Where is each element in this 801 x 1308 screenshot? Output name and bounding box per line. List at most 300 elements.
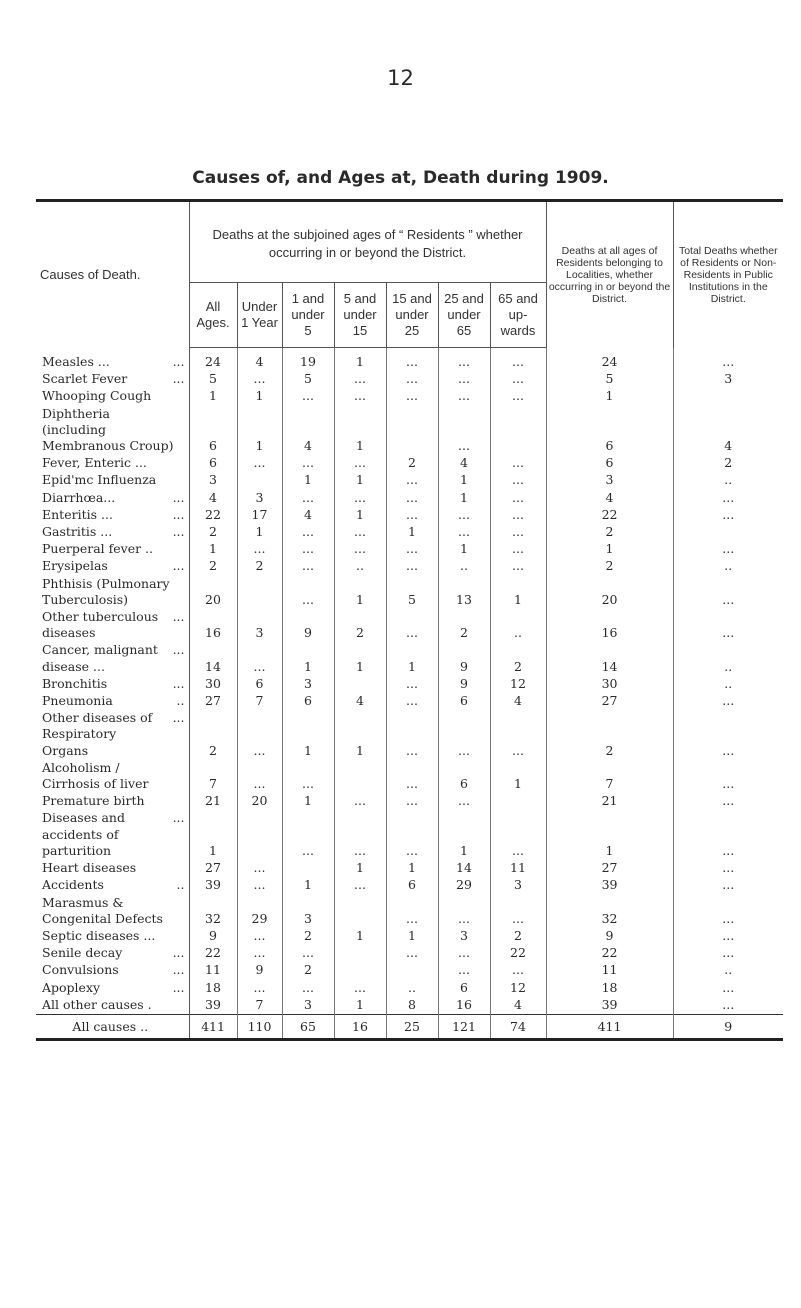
cause-cell	[36, 348, 189, 372]
value-cell: 3	[546, 472, 673, 489]
value-cell: 4	[724, 438, 733, 454]
value-cell: ...	[722, 996, 735, 1012]
value-cell: ...	[386, 348, 438, 372]
value-cell: ...	[722, 979, 735, 995]
table-row	[36, 877, 783, 894]
value-cell: ...	[334, 455, 386, 472]
value-cell	[237, 576, 282, 609]
table-row	[36, 676, 783, 693]
value-cell: 3	[237, 490, 282, 507]
value-cell: 7	[189, 760, 237, 793]
cause-leader-dots: ...	[172, 979, 185, 995]
value-cell: 6	[546, 406, 673, 456]
value-cell: ...	[722, 776, 735, 792]
cause-label: Erysipelas	[42, 558, 108, 574]
cause-cell	[36, 371, 189, 388]
value-cell: 1	[334, 507, 386, 524]
table-row	[36, 760, 783, 793]
age-column-header: 65 and up- wards	[490, 283, 546, 348]
value-cell: 4	[334, 693, 386, 710]
value-cell: ...	[334, 524, 386, 541]
causes-header: Causes of Death.	[36, 201, 189, 348]
cause-leader-dots	[177, 472, 185, 488]
total-value-cell: 74	[490, 1014, 546, 1039]
value-cell: 21	[546, 793, 673, 810]
cause-leader-dots	[177, 793, 185, 809]
value-cell: 1	[438, 541, 490, 558]
value-cell	[673, 388, 783, 405]
value-cell: 1	[386, 860, 438, 877]
value-cell: ...	[237, 928, 282, 945]
table-row	[36, 928, 783, 945]
value-cell: 22	[546, 507, 673, 524]
total-value-cell: 110	[237, 1014, 282, 1039]
cause-cell	[36, 472, 189, 489]
value-cell: ...	[282, 980, 334, 997]
cause-leader-dots	[177, 576, 185, 608]
value-cell: ...	[722, 591, 735, 607]
value-cell	[237, 472, 282, 489]
value-cell: 14	[438, 860, 490, 877]
total-row	[36, 1014, 783, 1039]
table-row	[36, 507, 783, 524]
value-cell: 24	[189, 348, 237, 372]
cause-leader-dots: ...	[172, 506, 185, 522]
value-cell: 1	[386, 928, 438, 945]
value-cell: 24	[546, 348, 673, 372]
data-table	[36, 199, 783, 1041]
value-cell: 2	[282, 962, 334, 979]
value-cell: ...	[722, 489, 735, 505]
value-cell: ...	[237, 860, 282, 877]
cause-cell	[36, 676, 189, 693]
cause-cell	[36, 928, 189, 945]
value-cell: 1	[237, 388, 282, 405]
value-cell: 3	[724, 371, 733, 387]
value-cell: ..	[724, 962, 733, 978]
cause-leader-dots: ...	[172, 371, 185, 387]
value-cell: ...	[490, 490, 546, 507]
total-label: All causes ..	[36, 1014, 189, 1039]
cause-leader-dots: ..	[176, 877, 185, 893]
value-cell: ...	[386, 793, 438, 810]
table-row	[36, 980, 783, 997]
value-cell: 39	[546, 997, 673, 1015]
table-row	[36, 472, 783, 489]
value-cell: ...	[490, 388, 546, 405]
value-cell: 16	[546, 609, 673, 642]
value-cell: 1	[438, 490, 490, 507]
cause-label: Diarrhœa...	[42, 489, 116, 505]
value-cell: ...	[386, 810, 438, 860]
value-cell: 1	[546, 388, 673, 405]
value-cell: ...	[237, 877, 282, 894]
cause-cell	[36, 760, 189, 793]
table-row	[36, 810, 783, 860]
value-cell: 2	[546, 524, 673, 541]
value-cell: ...	[282, 388, 334, 405]
value-cell: ...	[237, 980, 282, 997]
value-cell: 9	[438, 676, 490, 693]
value-cell: 9	[546, 928, 673, 945]
value-cell: ...	[722, 842, 735, 858]
cause-label: Bronchitis	[42, 675, 108, 691]
value-cell: 14	[189, 642, 237, 675]
cause-cell	[36, 576, 189, 609]
value-cell: 1	[282, 877, 334, 894]
value-cell: 2	[189, 558, 237, 575]
value-cell: 2	[490, 642, 546, 675]
value-cell	[386, 406, 438, 456]
table-row	[36, 945, 783, 962]
cause-leader-dots	[177, 760, 185, 792]
cause-label: Phthisis (Pulmonary Tuberculosis)	[42, 575, 170, 607]
cause-cell	[36, 541, 189, 558]
value-cell	[386, 962, 438, 979]
value-cell: 29	[237, 895, 282, 928]
value-cell: 27	[546, 693, 673, 710]
value-cell: 13	[438, 576, 490, 609]
cause-leader-dots: ...	[172, 489, 185, 505]
value-cell: 39	[546, 877, 673, 894]
value-cell: 1	[334, 860, 386, 877]
value-cell: 3	[282, 997, 334, 1015]
total-value-cell: 9	[673, 1014, 783, 1039]
value-cell: ...	[490, 541, 546, 558]
value-cell: ..	[490, 609, 546, 642]
value-cell: 30	[546, 676, 673, 693]
cause-label: Cancer, malignant disease ...	[42, 642, 158, 674]
value-cell: 4	[189, 490, 237, 507]
value-cell: 4	[546, 490, 673, 507]
value-cell: 6	[282, 693, 334, 710]
page-title: Causes of, and Ages at, Death during 1909.	[192, 168, 609, 188]
value-cell: 1	[438, 810, 490, 860]
value-cell: 1	[386, 642, 438, 675]
value-cell: 1	[490, 576, 546, 609]
value-cell: 1	[546, 810, 673, 860]
value-cell: 27	[189, 693, 237, 710]
cause-leader-dots: ...	[172, 945, 185, 961]
value-cell: 1	[334, 997, 386, 1015]
value-cell: 4	[282, 507, 334, 524]
cause-label: Pneumonia	[42, 693, 113, 709]
cause-cell	[36, 793, 189, 810]
value-cell: 20	[189, 576, 237, 609]
value-cell: 6	[438, 980, 490, 997]
value-cell: 22	[189, 945, 237, 962]
value-cell: 16	[189, 609, 237, 642]
value-cell: 1	[334, 472, 386, 489]
value-cell: 3	[189, 472, 237, 489]
value-cell: 1	[282, 642, 334, 675]
value-cell: 2	[546, 710, 673, 760]
value-cell: 12	[490, 676, 546, 693]
value-cell: 4	[438, 455, 490, 472]
value-cell: ...	[334, 371, 386, 388]
value-cell: ..	[724, 675, 733, 691]
value-cell: ...	[282, 524, 334, 541]
table-row	[36, 710, 783, 760]
value-cell: ...	[490, 810, 546, 860]
value-cell: 2	[282, 928, 334, 945]
value-cell: ...	[438, 507, 490, 524]
value-cell	[334, 962, 386, 979]
value-cell: 29	[438, 877, 490, 894]
value-cell: 3	[282, 676, 334, 693]
table-row	[36, 406, 783, 456]
value-cell: ...	[386, 490, 438, 507]
value-cell: ...	[282, 945, 334, 962]
value-cell: 1	[189, 541, 237, 558]
value-cell: 8	[386, 997, 438, 1015]
value-cell: ...	[722, 945, 735, 961]
value-cell: ...	[438, 406, 490, 456]
value-cell: 18	[189, 980, 237, 997]
age-column-header: 1 and under 5	[282, 283, 334, 348]
value-cell: 6	[386, 877, 438, 894]
value-cell: 2	[189, 710, 237, 760]
value-cell: 9	[438, 642, 490, 675]
value-cell: 4	[237, 348, 282, 372]
cause-label: Other tuberculous diseases	[42, 609, 159, 641]
value-cell: ...	[282, 490, 334, 507]
value-cell: ...	[490, 524, 546, 541]
value-cell: ...	[282, 455, 334, 472]
value-cell	[334, 895, 386, 928]
value-cell: ...	[722, 693, 735, 709]
value-cell: ...	[386, 541, 438, 558]
value-cell: ...	[438, 793, 490, 810]
value-cell: 1	[334, 710, 386, 760]
value-cell: ...	[237, 760, 282, 793]
value-cell: 1	[490, 760, 546, 793]
value-cell	[490, 406, 546, 456]
value-cell: 6	[546, 455, 673, 472]
cause-leader-dots	[177, 997, 185, 1013]
value-cell: ..	[334, 558, 386, 575]
value-cell: ...	[722, 742, 735, 758]
value-cell: ..	[386, 980, 438, 997]
cause-leader-dots	[177, 895, 185, 927]
value-cell	[490, 793, 546, 810]
value-cell: 6	[438, 693, 490, 710]
value-cell: 1	[546, 541, 673, 558]
value-cell: 5	[282, 371, 334, 388]
cause-label: Other diseases of Respiratory Organs	[42, 710, 153, 758]
value-cell: ...	[722, 860, 735, 876]
cause-cell	[36, 693, 189, 710]
value-cell: 27	[189, 860, 237, 877]
value-cell: ...	[282, 541, 334, 558]
table-row	[36, 997, 783, 1015]
cause-cell	[36, 980, 189, 997]
value-cell: ...	[334, 793, 386, 810]
cause-label: Gastritis ...	[42, 524, 113, 540]
value-cell: ...	[386, 558, 438, 575]
value-cell: 9	[189, 928, 237, 945]
cause-leader-dots	[177, 860, 185, 876]
cause-label: Marasmus & Congenital Defects	[42, 894, 163, 926]
cause-cell	[36, 558, 189, 575]
value-cell: 39	[189, 997, 237, 1015]
value-cell: 17	[237, 507, 282, 524]
value-cell: 19	[282, 348, 334, 372]
table-body	[36, 348, 783, 1040]
cause-cell	[36, 609, 189, 642]
cause-leader-dots: ...	[172, 558, 185, 574]
value-cell: 1	[386, 524, 438, 541]
value-cell: 11	[490, 860, 546, 877]
cause-cell	[36, 860, 189, 877]
cause-label: Heart diseases	[42, 860, 137, 876]
cause-leader-dots	[177, 455, 185, 471]
value-cell: 1	[438, 472, 490, 489]
value-cell: 18	[546, 980, 673, 997]
value-cell: ...	[438, 388, 490, 405]
total-value-cell: 411	[546, 1014, 673, 1039]
value-cell: ..	[438, 558, 490, 575]
value-cell: 2	[724, 455, 733, 471]
value-cell: 1	[334, 348, 386, 372]
cause-cell	[36, 895, 189, 928]
value-cell: ...	[386, 760, 438, 793]
cause-label: Puerperal fever ..	[42, 541, 154, 557]
table-header	[36, 201, 783, 348]
value-cell: 1	[189, 810, 237, 860]
value-cell: 7	[237, 693, 282, 710]
value-cell: ...	[438, 524, 490, 541]
value-cell: 32	[546, 895, 673, 928]
value-cell: ...	[722, 506, 735, 522]
cause-leader-dots	[177, 541, 185, 557]
cause-label: Enteritis ...	[42, 506, 113, 522]
value-cell: 1	[237, 406, 282, 456]
value-cell: ...	[490, 472, 546, 489]
cause-cell	[36, 388, 189, 405]
value-cell: ...	[334, 490, 386, 507]
cause-label: Septic diseases ...	[42, 927, 156, 943]
value-cell: ...	[722, 910, 735, 926]
residents-header: Deaths at all ages of Residents belonging to Localities, whether occurring in or beyond the District.	[546, 201, 673, 348]
value-cell: 7	[237, 997, 282, 1015]
table-row	[36, 388, 783, 405]
table-row	[36, 609, 783, 642]
value-cell: 21	[189, 793, 237, 810]
table-row	[36, 371, 783, 388]
cause-leader-dots	[177, 388, 185, 404]
value-cell: ...	[438, 895, 490, 928]
value-cell: ...	[490, 507, 546, 524]
value-cell: ...	[722, 877, 735, 893]
value-cell: ...	[237, 945, 282, 962]
value-cell: 22	[490, 945, 546, 962]
value-cell	[237, 810, 282, 860]
cause-cell	[36, 524, 189, 541]
cause-cell	[36, 406, 189, 456]
value-cell: 2	[189, 524, 237, 541]
cause-label: Premature birth	[42, 793, 145, 809]
cause-leader-dots: ...	[172, 810, 185, 826]
value-cell: ...	[490, 558, 546, 575]
total-value-cell: 121	[438, 1014, 490, 1039]
value-cell: 39	[189, 877, 237, 894]
cause-leader-dots: ..	[176, 693, 185, 709]
value-cell: ...	[386, 895, 438, 928]
value-cell: 11	[546, 962, 673, 979]
value-cell: 20	[237, 793, 282, 810]
table-row	[36, 558, 783, 575]
value-cell: ..	[724, 558, 733, 574]
value-cell: 1	[282, 472, 334, 489]
value-cell: 3	[490, 877, 546, 894]
value-cell: 6	[438, 760, 490, 793]
cause-cell	[36, 945, 189, 962]
value-cell: ...	[490, 348, 546, 372]
value-cell: ...	[334, 541, 386, 558]
cause-cell	[36, 877, 189, 894]
value-cell: ...	[438, 710, 490, 760]
value-cell: ...	[490, 895, 546, 928]
cause-label: Diphtheria (including Membranous Croup)	[42, 405, 174, 454]
value-cell: 27	[546, 860, 673, 877]
value-cell: 5	[546, 371, 673, 388]
cause-label: Senile decay	[42, 945, 123, 961]
value-cell: 1	[334, 928, 386, 945]
value-cell: ...	[722, 927, 735, 943]
table-row	[36, 693, 783, 710]
cause-cell	[36, 642, 189, 675]
cause-label: Convulsions	[42, 962, 119, 978]
value-cell: ...	[282, 576, 334, 609]
value-cell: ...	[722, 541, 735, 557]
value-cell: 4	[490, 997, 546, 1015]
age-column-header: Under 1 Year	[237, 283, 282, 348]
value-cell: ...	[237, 642, 282, 675]
cause-leader-dots: ...	[172, 354, 185, 369]
table-row	[36, 455, 783, 472]
value-cell: 9	[282, 609, 334, 642]
cause-leader-dots: ...	[172, 710, 185, 726]
value-cell: 3	[237, 609, 282, 642]
table-row	[36, 895, 783, 928]
value-cell: 6	[189, 406, 237, 456]
value-cell: 22	[546, 945, 673, 962]
value-cell: ...	[386, 388, 438, 405]
value-cell: 3	[282, 895, 334, 928]
value-cell: ...	[722, 354, 735, 369]
value-cell: ...	[722, 625, 735, 641]
value-cell: ...	[282, 558, 334, 575]
cause-cell	[36, 810, 189, 860]
cause-leader-dots: ...	[172, 609, 185, 625]
cause-leader-dots: ...	[172, 962, 185, 978]
value-cell: 6	[189, 455, 237, 472]
table-row	[36, 490, 783, 507]
value-cell: ...	[386, 676, 438, 693]
value-cell: 2	[386, 455, 438, 472]
value-cell	[334, 760, 386, 793]
cause-cell	[36, 962, 189, 979]
total-value-cell: 25	[386, 1014, 438, 1039]
value-cell: ..	[724, 658, 733, 674]
total-deaths-header: Total Deaths whether of Residents or Non-Residents in Public Institutions in the District.	[678, 244, 778, 305]
value-cell: 1	[334, 576, 386, 609]
value-cell: 7	[546, 760, 673, 793]
value-cell: ...	[386, 609, 438, 642]
value-cell: 32	[189, 895, 237, 928]
value-cell: 3	[438, 928, 490, 945]
